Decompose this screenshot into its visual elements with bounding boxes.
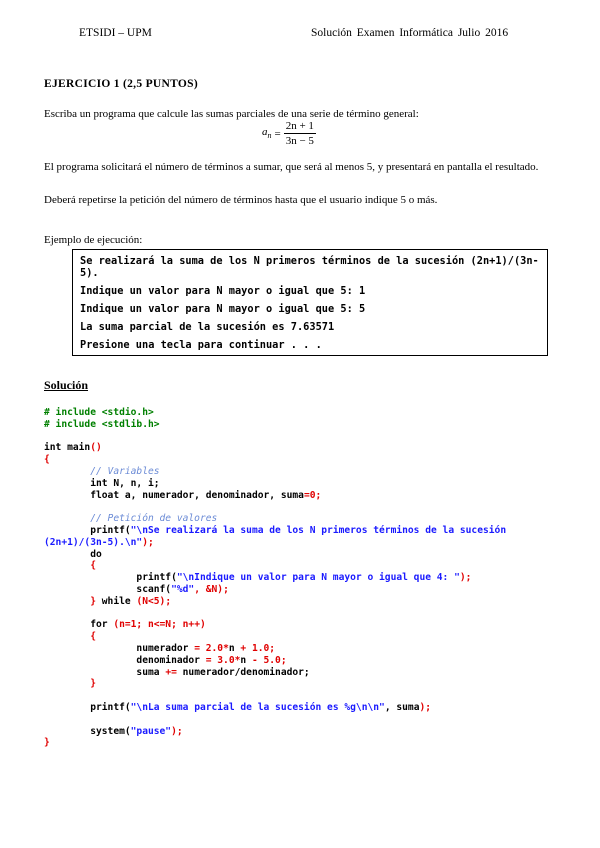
example-output-box: [72, 249, 548, 356]
code-for-open: {: [90, 631, 96, 643]
example-line: La suma parcial de la sucesión es 7.63571: [80, 321, 335, 333]
formula-fraction: [284, 120, 316, 147]
code-for: for (n=1; n<=N; n++): [90, 619, 206, 631]
formula-denominator: 3n − 5: [285, 135, 314, 147]
code-denominador: denominador = 3.0*n - 5.0;: [136, 654, 287, 666]
code-for-close: }: [90, 678, 96, 690]
code-numerador: numerador = 2.0*n + 1.0;: [136, 642, 276, 654]
formula-numerator: 2n + 1: [285, 120, 314, 132]
formula-eq: =: [274, 127, 281, 140]
code-printf-prompt: printf("\nIndique un valor para N mayor o igual que 4: ");: [136, 572, 472, 584]
code-comment-peticion: // Petición de valores: [90, 513, 218, 525]
formula-lhs: $a_n$: [262, 126, 272, 141]
code-suma: suma += numerador/denominador;: [136, 666, 310, 678]
exercise-intro: Escriba un programa que calcule las sumas parciales de una serie de término general:: [44, 108, 419, 120]
example-label: Ejemplo de ejecución:: [44, 234, 143, 246]
example-line: Se realizará la suma de los N primeros términos de la sucesión (2n+1)/(3n-5).: [80, 255, 539, 279]
code-brace-open: {: [44, 454, 50, 466]
code-printf-result: printf("\nLa suma parcial de la sucesión es %g\n\n", suma);: [90, 701, 432, 713]
code-decl-int: int N, n, i;: [90, 477, 160, 489]
code-printf-intro: printf("\nSe realizará la suma de los N primeros términos de la sucesión (2n+1)/(3n-5).\n");: [44, 524, 512, 548]
exercise-para2: Deberá repetirse la petición del número de términos hasta que el usuario indique 5 o más.: [44, 194, 438, 206]
code-system-pause: system("pause");: [90, 725, 183, 737]
code-scanf: scanf("%d", &N);: [136, 583, 229, 595]
example-line: Presione una tecla para continuar . . .: [80, 339, 322, 351]
code-while: } while (N<5);: [90, 595, 172, 607]
header-right: Solución Examen Informática Julio 2016: [311, 27, 509, 39]
exercise-title: EJERCICIO 1 (2,5 PUNTOS): [44, 78, 198, 90]
code-listing: [44, 407, 564, 749]
solution-heading: Solución: [44, 378, 89, 392]
example-line: Indique un valor para N mayor o igual que 5: 1: [80, 285, 366, 297]
example-line: Indique un valor para N mayor o igual que 5: 5: [80, 303, 366, 315]
code-include-stdlib: # include <stdlib.h>: [44, 418, 160, 430]
code-main-signature: int main(): [44, 442, 102, 454]
code-brace-close: }: [44, 737, 50, 749]
formula: [262, 120, 316, 147]
code-decl-float: float a, numerador, denominador, suma=0;: [90, 489, 322, 501]
header-left: ETSIDI – UPM: [79, 27, 152, 39]
code-comment-vars: // Variables: [90, 465, 160, 477]
code-include-stdio: # include <stdio.h>: [44, 407, 154, 418]
code-do: do: [90, 548, 102, 560]
exercise-para1: El programa solicitará el número de términos a sumar, que será al menos 5, y presentará en pantalla el resultado.: [44, 161, 539, 173]
code-do-open: {: [90, 560, 96, 572]
